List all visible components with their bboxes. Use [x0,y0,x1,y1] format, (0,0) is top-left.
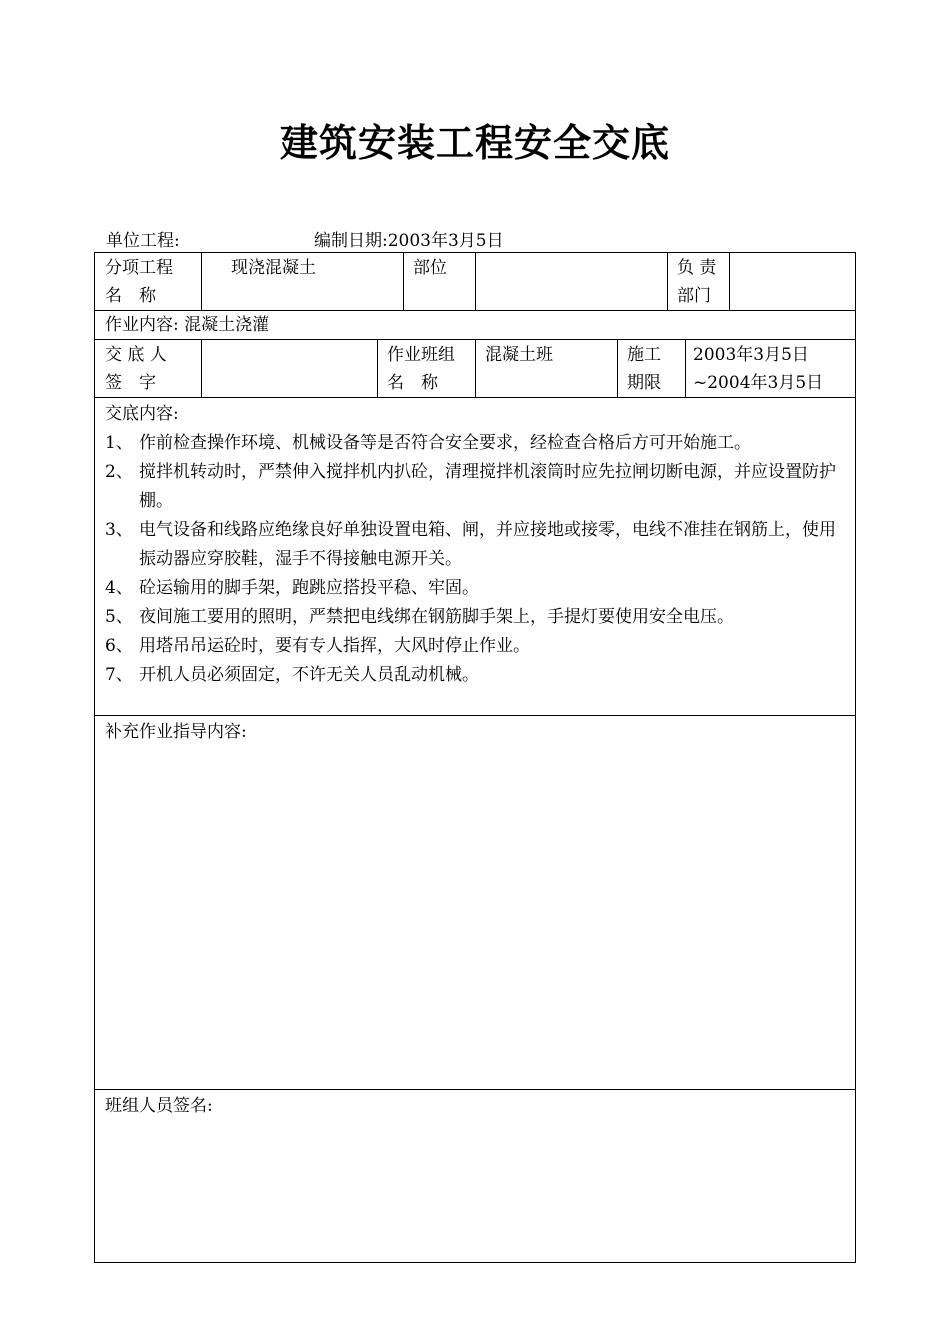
col-divider [685,339,686,397]
col-divider [475,339,476,397]
item-text: 用塔吊吊运砼时，要有专人指挥，大风时停止作业。 [139,636,530,656]
col-divider [729,253,730,310]
list-item [105,429,847,458]
item-text: 搅拌机转动时，严禁伸入搅拌机内扒砼，清理搅拌机滚筒时应先拉闸切断电源，并应设置防护棚。 [139,462,836,511]
work-team-label [387,341,455,397]
item-number: 5、 [105,607,133,627]
work-team-value: 混凝土班 [485,345,553,365]
item-number: 4、 [105,578,133,598]
item-text: 砼运输用的脚手架，跑跳应搭投平稳、牢固。 [139,578,479,598]
document-meta [106,226,855,250]
team-label-line1: 作业班组 [387,345,455,365]
construction-period-label [627,341,661,397]
list-item [105,603,847,632]
item-number: 7、 [105,665,133,685]
supplement-label: 补充作业指导内容: [105,722,247,742]
item-number: 2、 [105,462,133,482]
period-label-line1: 施工 [627,345,661,365]
col-divider [617,339,618,397]
sign-label-line2: 签 字 [105,373,156,393]
item-text: 夜间施工要用的照明，严禁把电线绑在钢筋脚手架上，手提灯要使用安全电压。 [139,607,734,627]
period-label-line2: 期限 [627,373,661,393]
item-text: 电气设备和线路应绝缘良好单独设置电箱、闸，并应接地或接零，电线不准挂在钢筋上，使用振动器应穿胶鞋，湿手不得接触电源开关。 [139,520,836,569]
list-item [105,632,847,661]
construction-period-value [693,341,823,397]
col-divider [403,253,404,310]
item-name-label-line2: 名 称 [105,286,156,306]
briefing-label: 交底内容: [105,404,179,424]
item-number: 3、 [105,520,133,540]
col-divider [475,253,476,310]
row-divider [95,715,855,716]
unit-project-label: 单位工程: [106,231,180,251]
item-name-value: 现浇混凝土 [231,258,316,278]
briefing-items [105,429,847,690]
list-item [105,574,847,603]
list-item [105,458,847,516]
item-number: 6、 [105,636,133,656]
item-number: 1、 [105,433,133,453]
location-label: 部位 [413,258,447,278]
dept-label-line2: 部门 [677,286,711,306]
item-name-label-line1: 分项工程 [105,258,173,278]
list-item [105,661,847,690]
team-label-line2: 名 称 [387,373,438,393]
responsible-dept-label [677,254,716,310]
team-signature-label: 班组人员签名: [105,1096,213,1116]
sign-label-line1: 交 底 人 [105,345,167,365]
period-start: 2003年3月5日 [693,345,809,365]
briefing-form-table [94,252,856,1263]
briefer-signature-label [105,341,167,397]
dept-label-line1: 负 责 [677,258,717,278]
col-divider [201,339,202,397]
row-divider [95,1089,855,1090]
period-end: ~2004年3月5日 [693,373,824,393]
list-item [105,516,847,574]
item-name-label [105,254,173,310]
document-title: 建筑安装工程安全交底 [279,121,670,165]
work-content: 作业内容: 混凝土浇灌 [105,315,270,335]
item-text: 开机人员必须固定，不许无关人员乱动机械。 [139,665,479,685]
col-divider [201,253,202,310]
row-divider [95,397,855,398]
item-text: 作前检查操作环境、机械设备等是否符合安全要求，经检查合格后方可开始施工。 [139,433,751,453]
col-divider [667,253,668,310]
col-divider [377,339,378,397]
compile-date-label: 编制日期:2003年3月5日 [314,231,504,251]
